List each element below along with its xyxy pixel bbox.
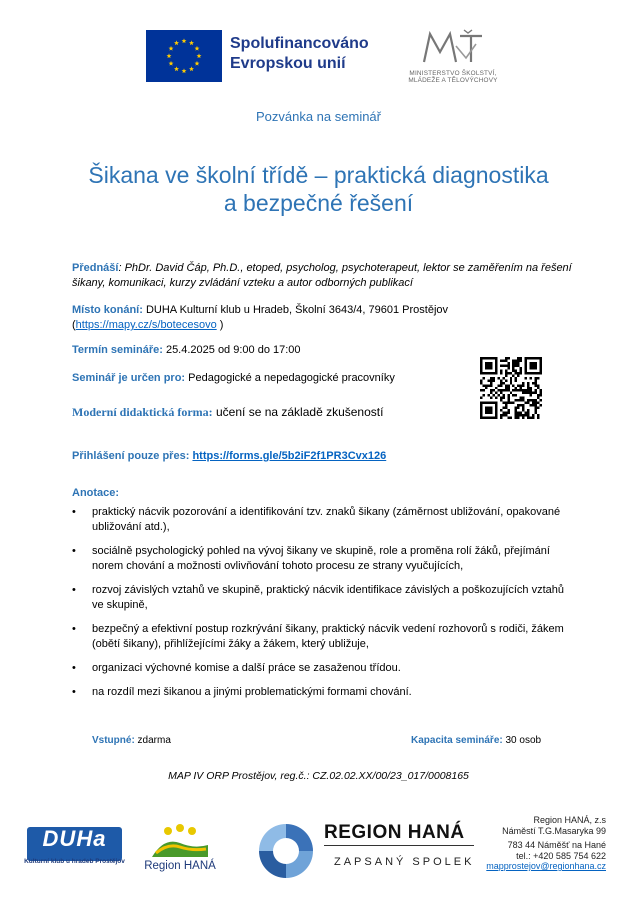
entry-value: zdarma (134, 735, 171, 746)
venue-label: Místo konání: (72, 304, 143, 316)
project-registration: MAP IV ORP Prostějov, reg.č.: CZ.02.02.XX/00/23_017/0008165 (168, 770, 469, 782)
venue-map-link[interactable]: https://mapy.cz/s/botecesovo (75, 319, 217, 331)
signup-label: Přihlášení pouze přes: (72, 450, 190, 462)
audience-value: Pedagogické a nepedagogické pracovníky (185, 372, 395, 384)
region-hana-small-logo (150, 823, 210, 859)
signup-info (72, 449, 386, 464)
lecturer-text: : PhDr. David Čáp, Ph.D., etoped, psycholog, psychoterapeut, lektor se zaměřením na řešení šikany, komunikaci, kurzy zvládání vzteku a autor odborných publikací (72, 262, 572, 289)
annotation-heading: Anotace: (72, 487, 120, 499)
entry-fee (92, 733, 171, 748)
annotation-list (72, 505, 572, 700)
duha-logo-word: DUHa (42, 826, 107, 851)
region-hana-puzzle-logo (255, 820, 317, 882)
form-value: učení se na základě zkušeností (212, 405, 384, 419)
entry-label: Vstupné: (92, 735, 135, 746)
qr-code[interactable] (480, 357, 542, 419)
annotation-item: • sociálně psychologický pohled na vývoj šikany ve skupině, role a proměna rolí žáků, přejímání norem chování a možnosti ovlivňování tohoto procesu ze strany vyučujících, (72, 544, 572, 574)
capacity-value: 30 osob (502, 735, 542, 746)
annotation-item: • na rozdíl mezi šikanou a jinými problematickými formami chování. (72, 685, 572, 700)
contact-block (478, 815, 606, 872)
audience-label: Seminář je určen pro: (72, 372, 186, 384)
date-label: Termín semináře: (72, 344, 163, 356)
msmt-logo (420, 28, 490, 66)
seminar-title: Šikana ve školní třídě – praktická diagnostika a bezpečné řešení (88, 162, 549, 216)
form-label: Moderní didaktická forma: (72, 405, 213, 419)
date-value: 25.4.2025 od 9:00 do 17:00 (162, 344, 301, 356)
lecturer-label: Přednáší (72, 262, 119, 274)
region-hana-small-name: Region HANÁ (144, 860, 216, 872)
contact-org: Region HANÁ, z.s (533, 815, 606, 825)
venue-info: Místo konání: DUHA Kulturní klub u Hradeb, Školní 3643/4, 79601 Prostějov (https://mapy.cz/s/botecesovo ) (72, 304, 449, 331)
signup-link[interactable]: https://forms.gle/5b2iF2f1PR3Cvx126 (192, 450, 387, 462)
invitation-heading: Pozvánka na seminář (255, 109, 381, 124)
capacity-label: Kapacita semináře: (411, 735, 503, 746)
capacity-info (411, 733, 541, 748)
annotation-item: • rozvoj závislých vztahů ve skupině, praktický nácvik identifikace závislých a poškozujících vztahů ve skupině, (72, 583, 572, 613)
form-info (72, 403, 383, 421)
annotation-item: • bezpečný a efektivní postup rozkrývání šikany, praktický nácvik vedení rozhovorů s rodiči, žákem (obětí šikany), přihlížejícími žáky a žákem, který ubližuje, (72, 622, 572, 652)
venue-text: DUHA Kulturní klub u Hradeb, Školní 3643/4, 79601 Prostějov (142, 304, 449, 316)
contact-phone: tel.: +420 585 754 622 (516, 850, 606, 861)
contact-email[interactable]: mapprostejov@regionhana.cz (486, 861, 606, 871)
date-info (72, 343, 301, 358)
eu-flag-logo (146, 30, 222, 82)
lecturer-info (72, 261, 572, 291)
annotation-item: • praktický nácvik pozorování a identifikování tzv. znaků šikany (záměrnost ubližování, opakované ubližování atd.), (72, 505, 572, 535)
contact-street: Náměstí T.G.Masaryka 99 (502, 825, 606, 836)
eu-cofinanced-text: Spolufinancováno Evropskou unií (230, 35, 369, 72)
region-hana-divider (324, 845, 474, 846)
region-hana-name: REGION HANÁ (324, 822, 465, 843)
annotation-item: • organizaci výchovné komise a další práce se zasaženou třídou. (72, 661, 572, 676)
audience-info (72, 371, 395, 386)
contact-city: 783 44 Náměšť na Hané (507, 840, 606, 850)
duha-subtitle: Kulturní klub u hradeb Prostějov (24, 858, 125, 865)
msmt-name: MINISTERSTVO ŠKOLSTVÍ, MLÁDEŽE A TĚLOVÝCHOVY (408, 70, 498, 84)
region-hana-type: ZAPSANÝ SPOLEK (334, 856, 475, 868)
